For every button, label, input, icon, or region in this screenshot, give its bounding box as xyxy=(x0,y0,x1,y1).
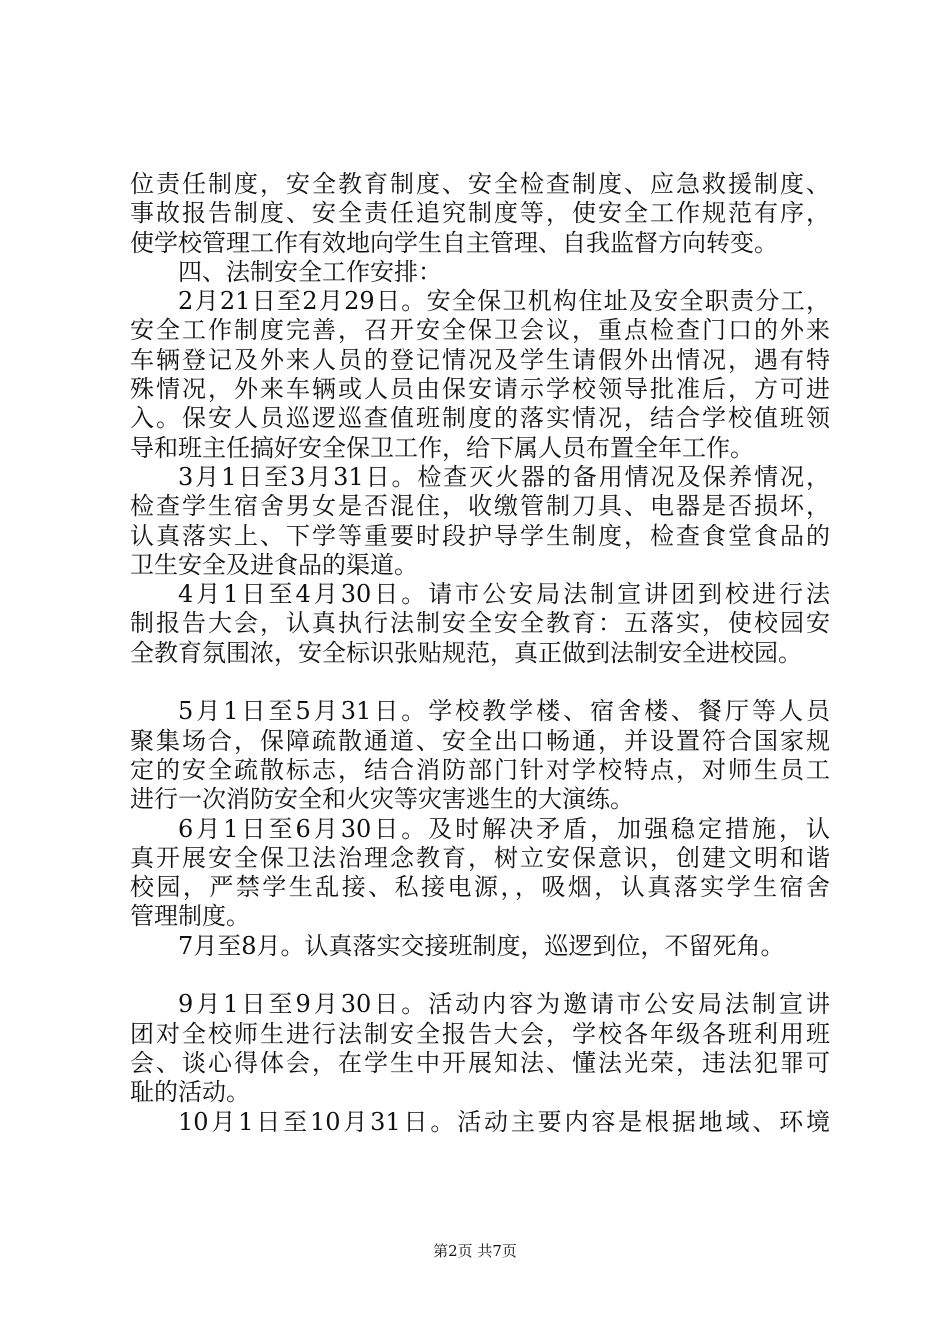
text-line: 会、谈心得体会，在学生中开展知法、懂法光荣，违法犯罪可 xyxy=(130,1048,830,1077)
text-line: 管理制度。 xyxy=(130,902,250,931)
text-line: 车辆登记及外来人员的登记情况及学生请假外出情况，遇有特 xyxy=(130,345,830,374)
text-line: 10月1日至10月31日。活动主要内容是根据地域、环境 xyxy=(178,1107,830,1136)
text-line: 真开展安全保卫法治理念教育，树立安保意识，创建文明和谐 xyxy=(130,843,830,872)
blank-line xyxy=(130,668,830,697)
text-line: 导和班主任搞好安全保卫工作，给下属人员布置全年工作。 xyxy=(130,433,754,462)
text-line: 6月1日至6月30日。及时解决矛盾，加强稳定措施，认 xyxy=(178,814,830,843)
page-number: 第2页 共7页 xyxy=(433,1242,517,1260)
text-line: 聚集场合，保障疏散通道、安全出口畅通，并设置符合国家规 xyxy=(130,726,830,755)
text-line: 团对全校师生进行法制安全报告大会，学校各年级各班利用班 xyxy=(130,1019,830,1048)
text-line: 5月1日至5月31日。学校教学楼、宿舍楼、餐厅等人员 xyxy=(178,697,830,726)
text-line: 入。保安人员巡逻巡查值班制度的落实情况，结合学校值班领 xyxy=(130,404,830,433)
text-line: 检查学生宿舍男女是否混住，收缴管制刀具、电器是否损坏， xyxy=(130,492,830,521)
blank-line xyxy=(130,961,830,990)
text-line: 9月1日至9月30日。活动内容为邀请市公安局法制宣讲 xyxy=(178,990,830,1019)
text-line: 定的安全疏散标志，结合消防部门针对学校特点，对师生员工 xyxy=(130,755,830,784)
text-line: 全教育氛围浓，安全标识张贴规范，真正做到法制安全进校园。 xyxy=(130,638,802,667)
document-body xyxy=(130,170,830,1137)
text-line: 进行一次消防安全和火灾等灾害逃生的大演练。 xyxy=(130,785,634,814)
text-line: 殊情况，外来车辆或人员由保安请示学校领导批准后，方可进 xyxy=(130,375,830,404)
text-line: 制报告大会，认真执行法制安全安全教育：五落实，使校园安 xyxy=(130,609,830,638)
text-line: 位责任制度，安全教育制度、安全检查制度、应急救援制度、 xyxy=(130,170,830,198)
text-line: 使学校管理工作有效地向学生自主管理、自我监督方向转变。 xyxy=(130,228,778,257)
text-line: 3月1日至3月31日。检查灭火器的备用情况及保养情况， xyxy=(178,462,830,491)
text-line: 2月21日至2月29日。安全保卫机构住址及安全职责分工， xyxy=(178,287,830,316)
text-line: 校园，严禁学生乱接、私接电源，，吸烟，认真落实学生宿舍 xyxy=(130,873,830,902)
text-line: 安全工作制度完善，召开安全保卫会议，重点检查门口的外来 xyxy=(130,316,830,345)
text-line: 卫生安全及进食品的渠道。 xyxy=(130,550,418,579)
text-line: 认真落实上、下学等重要时段护导学生制度，检查食堂食品的 xyxy=(130,521,830,550)
text-line: 4月1日至4月30日。请市公安局法制宣讲团到校进行法 xyxy=(178,580,830,609)
text-line: 事故报告制度、安全责任追究制度等，使安全工作规范有序， xyxy=(130,199,830,228)
section-heading: 四、法制安全工作安排： xyxy=(178,257,442,286)
text-line: 7月至8月。认真落实交接班制度，巡逻到位，不留死角。 xyxy=(178,931,785,960)
text-line: 耻的活动。 xyxy=(130,1078,250,1107)
